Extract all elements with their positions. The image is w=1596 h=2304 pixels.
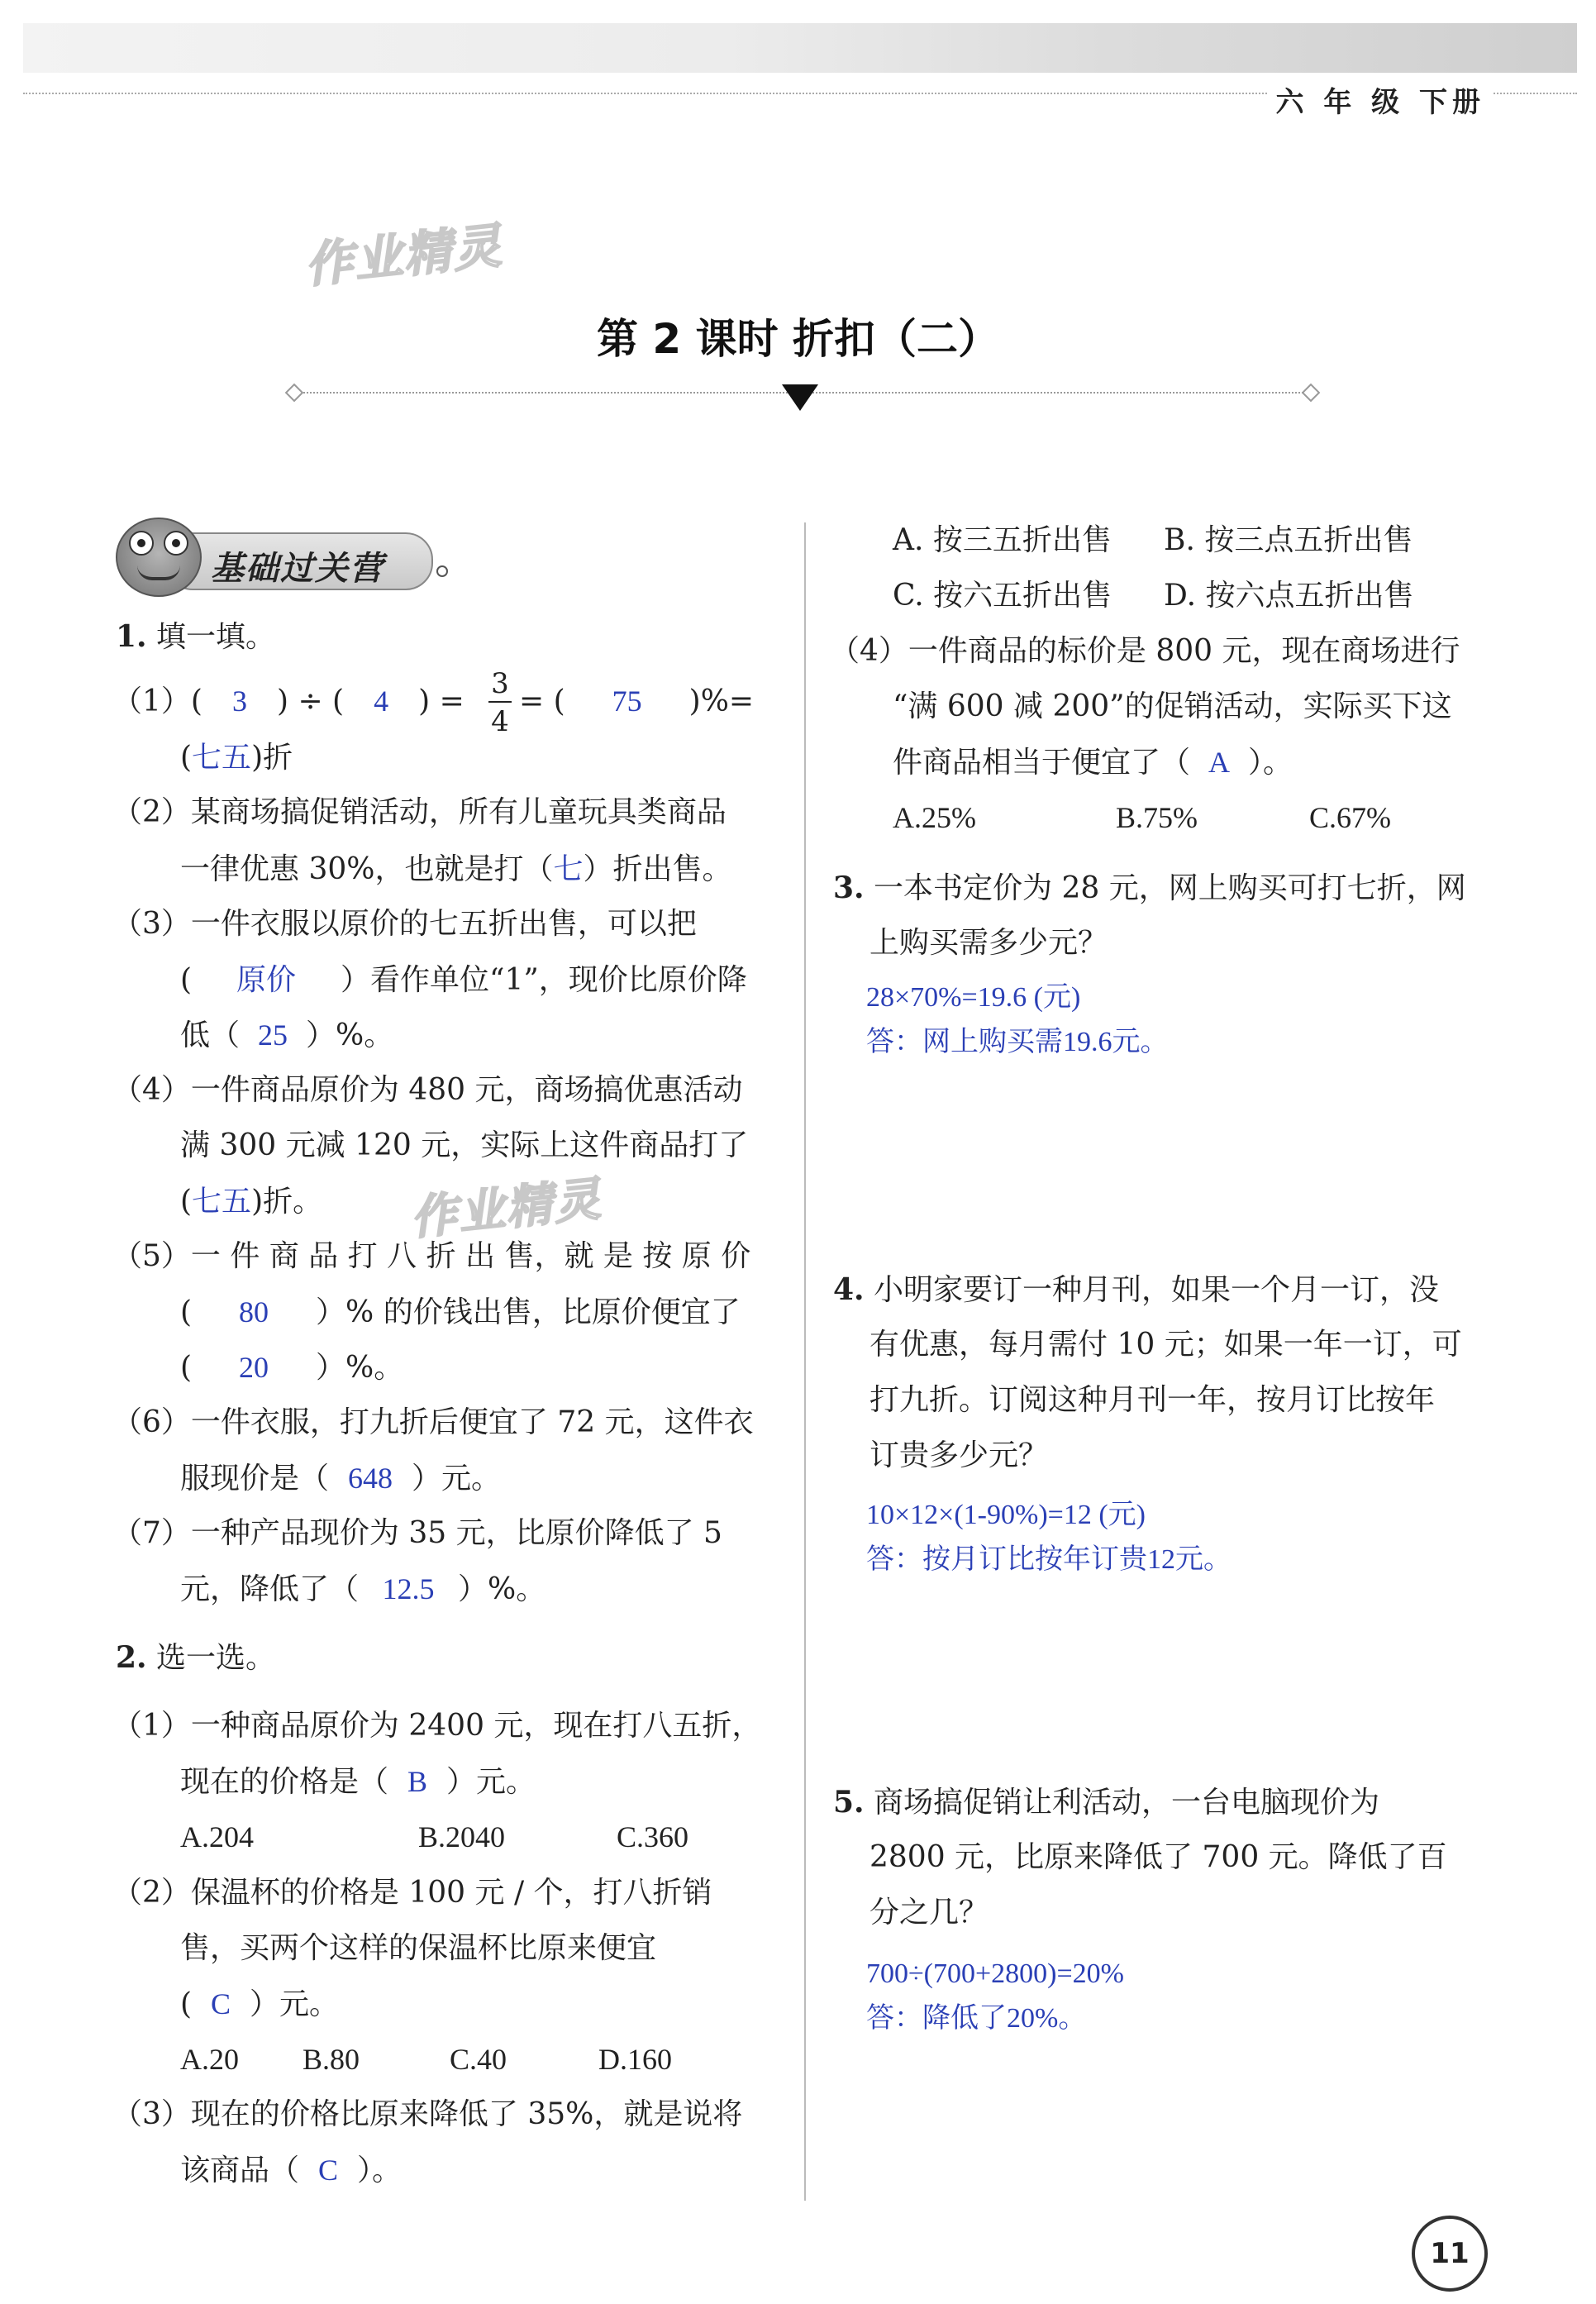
- answer-blank: B: [407, 1765, 428, 1798]
- option: D.160: [598, 2043, 672, 2076]
- text: 商场搞促销让利活动，一台电脑现价为: [874, 1786, 1380, 1820]
- sub-number: （4）: [112, 1073, 191, 1107]
- sub-number: （3）: [112, 907, 191, 941]
- text: 2800 元，比原来降低了 700 元。降低了百: [869, 1840, 1447, 1874]
- fraction-numerator: 3: [491, 667, 509, 700]
- q3-text: [833, 873, 1466, 904]
- frog-mascot-icon: [116, 518, 202, 597]
- question-number: 4.: [833, 1272, 865, 1307]
- q2-sub3-row2: [180, 2155, 402, 2186]
- q2-sub3: [112, 2097, 743, 2131]
- badge-dot: [436, 565, 448, 577]
- answer-blank: A: [1208, 746, 1231, 779]
- q1-sub1-row: （1）( 3 ) ÷ ( 4 ) =: [112, 685, 465, 718]
- text: 一 件 商 品 打 八 折 出 售，就 是 按 原 价: [190, 1239, 751, 1273]
- text: 服现价是（: [180, 1462, 330, 1495]
- option: C.40: [450, 2043, 507, 2076]
- q1-sub7-row2: [180, 1574, 545, 1605]
- question-number: 3.: [833, 871, 865, 905]
- option: B.75%: [1116, 801, 1198, 834]
- q4-text-row2: [869, 1330, 1462, 1360]
- q5-answer: 答：降低了20%。: [866, 2003, 1087, 2034]
- q2-sub1: [112, 1711, 761, 1741]
- q2-sub2: [112, 1878, 712, 1908]
- text: ）%。: [458, 1572, 546, 1606]
- divider-diamond: [285, 384, 304, 403]
- q1-sub3: [112, 909, 697, 939]
- q4-work: 10×12×(1-90%)=12 (元): [866, 1500, 1146, 1530]
- question-number: 2.: [116, 1640, 147, 1675]
- option: A.20: [180, 2043, 239, 2076]
- answer-blank: 4: [374, 685, 389, 718]
- text: 一件商品原价为 480 元，商场搞优惠活动: [190, 1073, 743, 1107]
- q1-sub5-row3: ( 20 ）%。: [180, 1351, 404, 1385]
- answer-blank: 75: [612, 685, 642, 718]
- answer-blank: 3: [231, 685, 247, 718]
- text: ）元。: [250, 1987, 340, 2021]
- option: B. 按三点五折出售: [1164, 523, 1413, 557]
- answer-blank: 七: [553, 852, 584, 885]
- divider-triangle-icon: [782, 384, 818, 411]
- answer-blank: 25: [258, 1018, 288, 1052]
- q2-sub4-row2: [893, 689, 1452, 723]
- answer-blank: 20: [239, 1351, 269, 1384]
- q1-sub5: [112, 1239, 751, 1273]
- answer-blank: 80: [239, 1295, 269, 1328]
- section-badge-label: 基础过关营: [211, 550, 384, 588]
- q1-sub2-row2: [180, 854, 732, 885]
- text: ）。: [357, 2154, 403, 2187]
- q1-sub4-row2: [180, 1128, 749, 1162]
- sub-number: （7）: [112, 1516, 191, 1550]
- q3-answer: 答：网上购买需19.6元。: [866, 1027, 1169, 1057]
- text: 现在的价格比原来降低了 35%，就是说将: [190, 2097, 743, 2131]
- q1-sub4: [112, 1073, 743, 1107]
- option: A.25%: [893, 801, 976, 834]
- text: ）元。: [446, 1765, 536, 1799]
- q1-sub3-row3: [180, 1020, 393, 1051]
- text: 某商场搞促销活动，所有儿童玩具类商品: [190, 795, 727, 829]
- option: C.360: [617, 1820, 689, 1853]
- page-number: 11: [1412, 2216, 1488, 2292]
- option: B.80: [303, 2043, 360, 2076]
- q2-heading: [116, 1640, 276, 1675]
- option: C. 按六五折出售: [893, 579, 1112, 613]
- watermark-logo: 作业精灵: [407, 1172, 605, 1246]
- sub-number: （3）: [112, 2097, 191, 2131]
- text: ）%。: [306, 1018, 394, 1052]
- answer-blank: 648: [348, 1462, 393, 1495]
- q1-sub2: [112, 795, 727, 829]
- question-text: 填一填。: [156, 620, 276, 654]
- text: 满 300 元减 120 元，实际上这件商品打了: [180, 1128, 749, 1162]
- q4-text-row3: [869, 1383, 1436, 1417]
- question-text: 选一选。: [156, 1641, 276, 1675]
- text: 一本书定价为 28 元，网上购买可打七折，网: [874, 871, 1466, 905]
- q5-work: 700÷(700+2800)=20%: [866, 1958, 1124, 1989]
- text: 保温杯的价格是 100 元 / 个，打八折销: [190, 1876, 712, 1910]
- q2-sub4-row3: [893, 747, 1293, 778]
- text: 该商品（: [180, 2154, 300, 2187]
- text: 一件商品的标价是 800 元，现在商场进行: [908, 634, 1460, 668]
- text: 打九折。订阅这种月刊一年，按月订比按年: [869, 1383, 1436, 1417]
- text: ）折出售。: [583, 852, 732, 886]
- sub-number: （4）: [830, 634, 908, 668]
- text: 分之几？: [869, 1896, 989, 1930]
- text: 小明家要订一种月刊，如果一个月一订，没: [874, 1273, 1440, 1307]
- q2-sub2-row2: [180, 1931, 657, 1965]
- header-band: [23, 23, 1577, 73]
- q4-text-row4: [869, 1438, 1049, 1472]
- option: C.67%: [1309, 801, 1391, 834]
- sub-number: （2）: [112, 795, 191, 829]
- q1-sub5-row2: ( 80 ）% 的价钱出售，比原价便宜了: [180, 1295, 741, 1329]
- text: 一件衣服，打九折后便宜了 72 元，这件衣: [190, 1405, 754, 1439]
- frog-mouth: [137, 565, 180, 580]
- q1-sub1-row2: (七五)折: [180, 741, 293, 775]
- text: 有优惠，每月需付 10 元；如果一年一订，可: [869, 1328, 1462, 1362]
- lesson-title: 第 2 课时 折扣（二）: [596, 315, 999, 363]
- text: 现在的价格是（: [180, 1765, 389, 1799]
- fraction-bar: [488, 701, 512, 703]
- q1-sub7: [112, 1516, 722, 1550]
- text: ）元。: [412, 1462, 502, 1495]
- text: 售，买两个这样的保温杯比原来便宜: [180, 1931, 657, 1965]
- text: ）% 的价钱出售，比原价便宜了: [316, 1295, 741, 1329]
- option: A. 按三五折出售: [893, 523, 1112, 557]
- text: 上购买需多少元？: [869, 926, 1108, 960]
- text: 一律优惠 30%，也就是打（: [180, 852, 554, 886]
- q1-sub6-row2: [180, 1463, 501, 1494]
- text: 一种产品现价为 35 元，比原价降低了 5: [190, 1516, 722, 1550]
- q1-sub6: [112, 1405, 754, 1439]
- q1-heading: [116, 619, 276, 654]
- column-divider: [804, 522, 806, 2201]
- section-badge: [116, 514, 446, 597]
- sub-number: （5）: [112, 1239, 191, 1273]
- question-number: 5.: [833, 1785, 865, 1820]
- text: 件商品相当于便宜了（: [893, 746, 1191, 780]
- answer-blank: 原价: [236, 963, 297, 996]
- option: A.204: [180, 1820, 254, 1853]
- frog-eye: [129, 531, 154, 556]
- answer-blank: 七五: [192, 1185, 252, 1218]
- q4-answer: 答：按月订比按年订贵12元。: [866, 1544, 1232, 1575]
- text: 低（: [180, 1018, 241, 1052]
- option: D. 按六点五折出售: [1164, 579, 1414, 613]
- question-number: 1.: [116, 619, 147, 654]
- text: ）%。: [316, 1351, 404, 1385]
- text: 折。: [263, 1185, 323, 1219]
- sub-number: （1）: [112, 685, 191, 718]
- fraction-denominator: 4: [491, 705, 509, 738]
- answer-blank: C: [318, 2154, 339, 2187]
- text: ）。: [1248, 746, 1293, 780]
- q1-sub4-row3: (七五)折。: [180, 1185, 323, 1219]
- q3-text-row2: [869, 928, 1108, 958]
- q2-sub1-row2: [180, 1767, 536, 1797]
- divider-diamond: [1302, 384, 1321, 403]
- q2-sub4: [830, 634, 1460, 668]
- q5-text: [833, 1787, 1379, 1818]
- watermark-logo: 作业精灵: [302, 217, 506, 294]
- q5-text-row3: [869, 1898, 989, 1928]
- q3-work: 28×70%=19.6 (元): [866, 982, 1081, 1013]
- sub-number: （6）: [112, 1405, 191, 1439]
- q2-sub2-row3: ( C ）元。: [180, 1987, 340, 2021]
- text: “满 600 减 200”的促销活动，实际买下这: [893, 689, 1452, 723]
- sub-number: （2）: [112, 1876, 191, 1910]
- text: ）看作单位“1”，现价比原价降: [341, 963, 747, 997]
- text: 一种商品原价为 2400 元，现在打八五折，: [190, 1709, 762, 1743]
- text: 一件衣服以原价的七五折出售，可以把: [190, 907, 697, 941]
- q1-sub1-row-b: = ( 75 )%=: [519, 685, 755, 718]
- grade-label: 六 年 级 下册: [1267, 79, 1494, 120]
- text: 折: [263, 741, 293, 775]
- text: 订贵多少元？: [869, 1438, 1049, 1472]
- answer-blank: 七五: [192, 741, 252, 774]
- text: 元，降低了（: [180, 1572, 360, 1606]
- q4-text: [833, 1272, 1440, 1307]
- q1-sub3-row2: ( 原价 ）看作单位“1”，现价比原价降: [180, 963, 747, 997]
- q5-text-row2: [869, 1840, 1447, 1874]
- sub-number: （1）: [112, 1709, 191, 1743]
- answer-blank: C: [211, 1987, 231, 2020]
- answer-blank: 12.5: [382, 1572, 435, 1605]
- frog-eye: [164, 531, 188, 556]
- option: B.2040: [418, 1820, 506, 1853]
